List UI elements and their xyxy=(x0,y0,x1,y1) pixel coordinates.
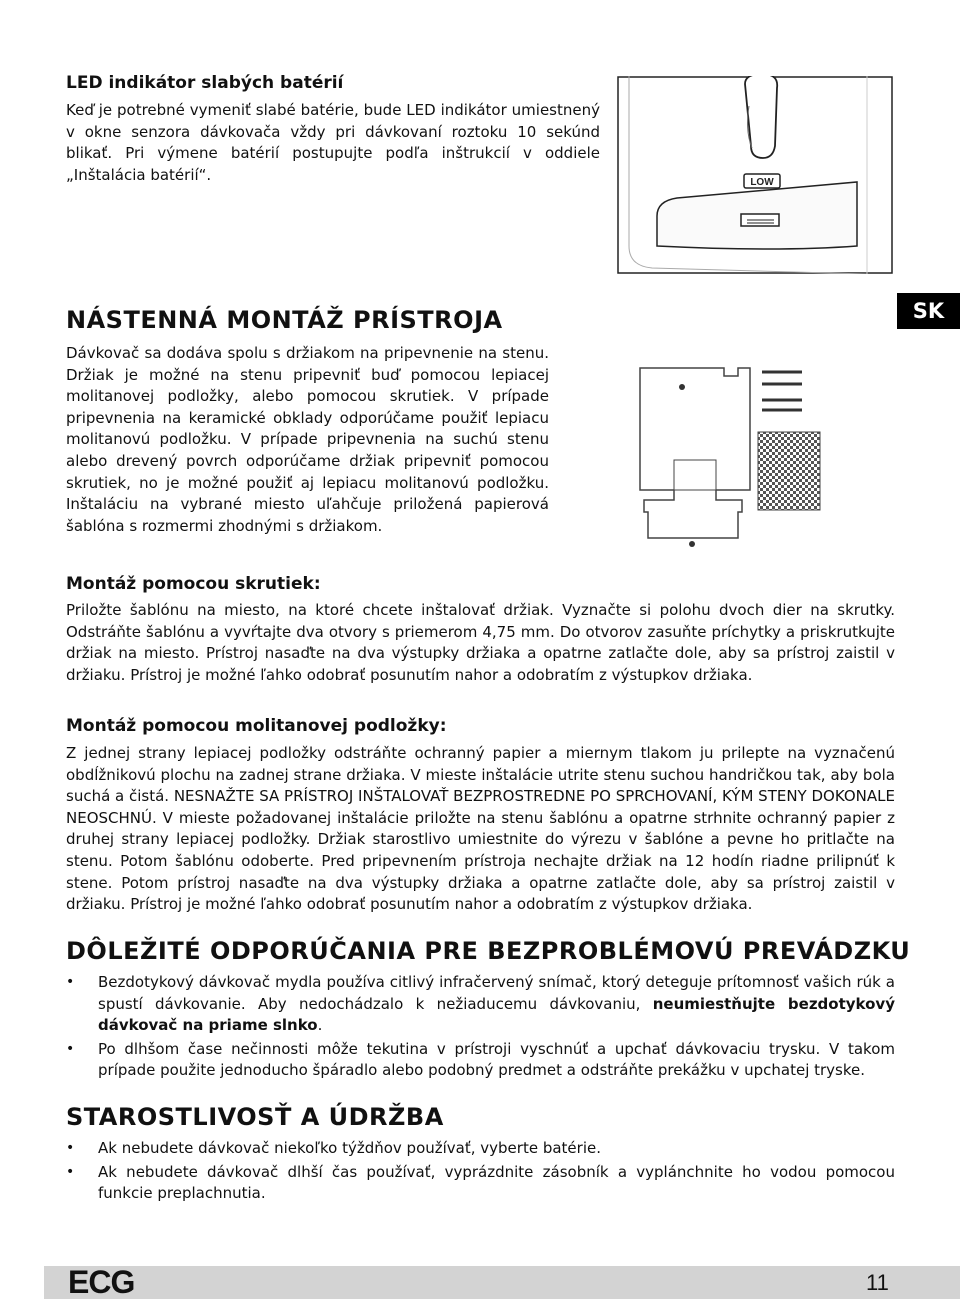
foam-text: Z jednej strany lepiacej podložky odstráňte ochranný papier a miernym tlakom ju prilepte na vyznačenú obdĺžnikovú plochu na zadnej strane držiaka. V mieste inštalácie utrite stenu suchou handričkou tak, aby bola suchá a čistá. NESNAŽTE SA PRÍSTROJ INŠTALOVAŤ BEZPROSTREDNE PO SPRCHOVANÍ, KÝM STENY DOKONALE NEOSCHNÚ. V mieste požadovanej inštalácie priložte na stenu šablónu a opatrne strhnite ochranný papier z druhej strany lepiacej podložky. Držiak starostlivo umiestnite do výrezu v šablóne a pevne ho pritlačte na stenu. Potom šablónu odoberte. Pred pripevnením prístroja nechajte držiak na 12 hodín riadne prilipnúť k stene. Potom prístroj nasaďte na dva výstupky držiaka a opatrne zatlačte dole, aby sa prístroj zaistil v držiaku. Prístroj je možné ľahko odobrať posunutím nahor a odobratím z výstupkov držiaka. xyxy=(66,744,895,914)
screws-heading: Montáž pomocou skrutiek: xyxy=(66,574,321,594)
low-label: LOW xyxy=(750,177,774,188)
tips-item: • Po dlhšom čase nečinnosti môže tekutina v prístroji vyschnúť a upchať dávkovaciu trysku. V takom prípade použite jednoducho špáradlo alebo podobný predmet a odstráňte prekážku v upchatej tryske. xyxy=(66,1039,895,1082)
tips-heading: DÔLEŽITÉ ODPORÚČANIA PRE BEZPROBLÉMOVÚ PREVÁDZKU xyxy=(66,937,911,965)
footer-bar xyxy=(44,1266,960,1299)
tips-item: • Bezdotykový dávkovač mydla používa citlivý infračervený snímač, ktorý deteguje prítomnosť vašich rúk a spustí dávkovanie. Aby nedochádzalo k nežiaducemu dávkovaniu, neumiestňujte bezdotykový dávkovač na priame slnko. xyxy=(66,972,895,1037)
tips-item-emphasis: neumiestňujte bezdotykový dávkovač na priame slnko xyxy=(98,994,895,1035)
page-number: 11 xyxy=(866,1270,889,1295)
care-heading: STAROSTLIVOSŤ A ÚDRŽBA xyxy=(66,1103,444,1131)
brand-logo: ECG xyxy=(68,1264,135,1300)
language-tab: SK xyxy=(897,293,960,329)
bracket-drawing xyxy=(634,362,834,562)
care-list xyxy=(66,1138,895,1207)
low-battery-illustration xyxy=(617,76,893,274)
mount-heading: NÁSTENNÁ MONTÁŽ PRÍSTROJA xyxy=(66,306,503,334)
care-item: • Ak nebudete dávkovač niekoľko týždňov používať, vyberte batérie. xyxy=(66,1138,895,1160)
led-text: Keď je potrebné vymeniť slabé batérie, bude LED indikátor umiestnený v okne senzora dávkovača vždy pri dávkovaní roztoku 10 sekúnd blikať. Pri výmene batérií postupujte podľa inštrukcií v oddiele „Inštalácia batérií“. xyxy=(66,101,600,184)
bracket-illustration xyxy=(634,362,834,562)
tips-list xyxy=(66,972,895,1084)
foam-heading: Montáž pomocou molitanovej podložky: xyxy=(66,716,447,736)
mount-text: Dávkovač sa dodáva spolu s držiakom na pripevnenie na stenu. Držiak je možné na stenu pripevniť buď pomocou lepiacej molitanovej podložky, alebo pomocou skrutiek. V prípade pripevnenia na keramické obklady odporúčame použiť lepiacu molitanovú podložku. V prípade pripevnenia na suchú stenu alebo drevený povrch odporúčame držiak pripevniť pomocou skrutiek, no je možné použiť aj lepiacu molitanovú podložku. Inštaláciu na vybrané miesto uľahčuje priložená papierová šablóna s rozmermi zhodnými s držiakom. xyxy=(66,344,549,535)
dispenser-drawing xyxy=(617,76,893,274)
screws-text: Priložte šablónu na miesto, na ktoré chcete inštalovať držiak. Vyznačte si polohu dvoch dier na skrutky. Odstráňte šablónu a vyvŕtajte dva otvory s priemerom 4,75 mm. Do otvorov zasuňte príchytky a priskrutkujte držiak na miesto. Prístroj nasaďte na dva výstupky držiaka a opatrne zatlačte dole, aby sa prístroj zaistil v držiaku. Prístroj je možné ľahko odobrať posunutím nahor a odobratím z výstupkov držiaka. xyxy=(66,601,895,684)
led-heading: LED indikátor slabých batérií xyxy=(66,73,344,93)
care-item: • Ak nebudete dávkovač dlhší čas používať, vyprázdnite zásobník a vyplánchnite ho vodou pomocou funkcie preplachnutia. xyxy=(66,1162,895,1205)
